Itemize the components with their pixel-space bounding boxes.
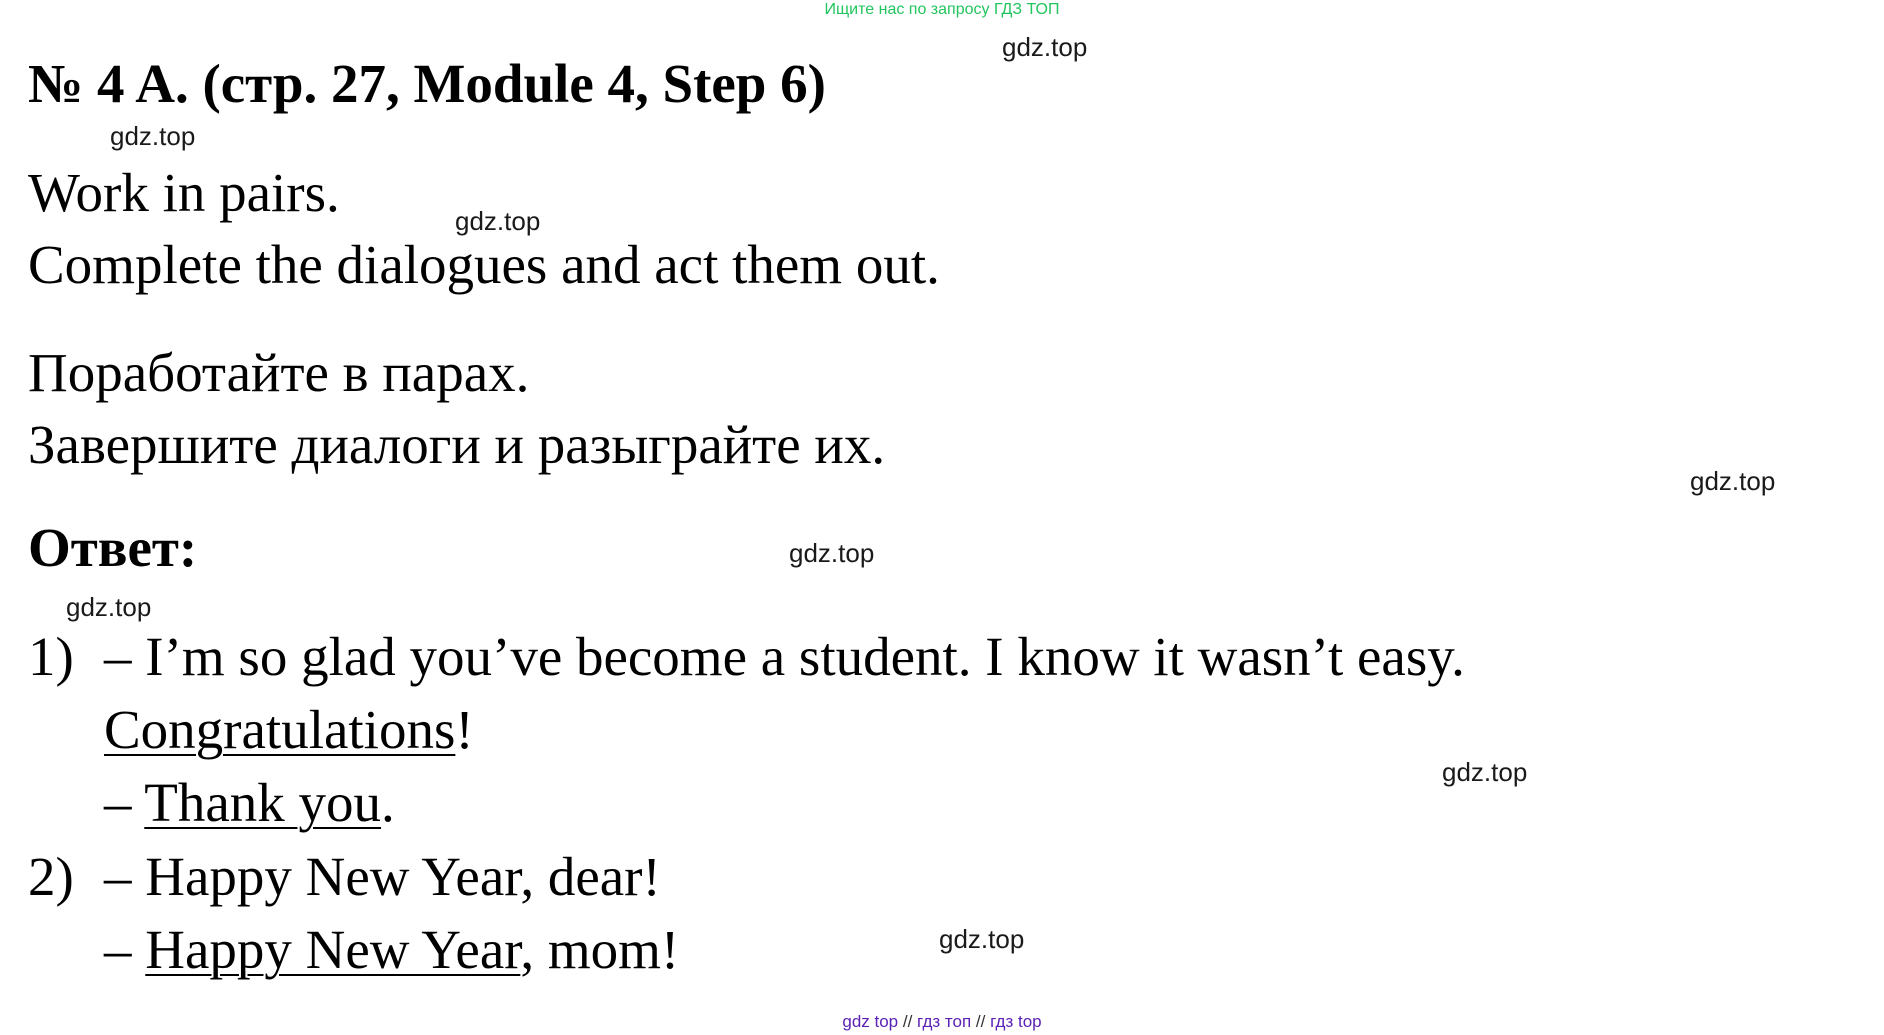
punctuation: . [381,772,395,833]
watermark-5: gdz.top [789,538,875,568]
answer-label: Ответ: [28,517,198,578]
punctuation: , mom! [520,919,680,980]
dialogue-2-line-1: – Happy New Year, dear! [104,846,661,907]
answer-thank-you: Thank you [144,772,382,833]
dash: – [104,772,145,833]
answer-happy-new-year: Happy New Year [145,919,521,980]
punctuation: ! [455,699,474,760]
dialogue-1-number: 1) [28,626,74,687]
watermark-2: gdz.top [110,121,196,151]
answer-congratulations: Congratulations [104,699,456,760]
footer-links [0,1012,1884,1032]
footer-link-3[interactable]: гдз top [990,1012,1042,1031]
dialogue-1-line-1: – I’m so glad you’ve become a student. I know it wasn’t easy. [104,626,1465,687]
watermark-6: gdz.top [66,592,152,622]
search-hint: Ищите нас по запросу ГДЗ ТОП [824,1,1060,18]
watermark-7: gdz.top [1442,757,1528,787]
footer-link-1[interactable]: gdz top [842,1012,899,1031]
dialogue-1-line-1-continuation [104,698,474,762]
dash: – [104,919,146,980]
watermark-8: gdz.top [939,924,1025,954]
dialogue-2-line-2 [104,918,679,982]
dialogue-2-number: 2) [28,846,74,907]
task-ru-line-2: Завершите диалоги и разыграйте их. [28,414,886,475]
task-en-line-2: Complete the dialogues and act them out. [28,234,940,295]
watermark-3: gdz.top [455,206,541,236]
exercise-title: № 4 A. (стр. 27, Module 4, Step 6) [28,53,826,114]
footer-link-2[interactable]: гдз топ [917,1012,972,1031]
task-en-line-1: Work in pairs. [28,162,340,223]
footer-separator: // [902,1012,913,1031]
watermark-1: gdz.top [1002,32,1088,62]
task-ru-line-1: Поработайте в парах. [28,342,530,403]
watermark-4: gdz.top [1690,466,1776,496]
dialogue-1-line-2 [104,771,395,835]
footer-separator: // [975,1012,986,1031]
